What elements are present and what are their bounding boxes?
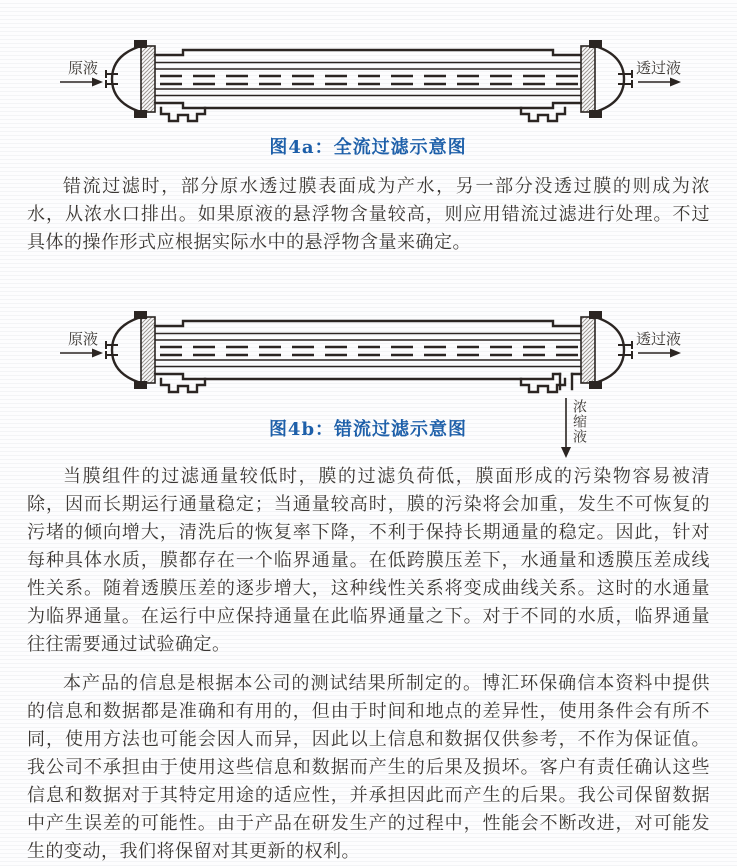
concentrate-label: 浓缩液 — [571, 399, 587, 444]
feed-label: 原液 — [68, 330, 99, 348]
port-stubs — [106, 70, 632, 88]
support-foot-right — [521, 379, 565, 392]
tube-sheet-left — [141, 46, 155, 112]
paragraph-disclaimer: 本产品的信息是根据本公司的测试结果所制定的。博汇环保确信本资料中提供的信息和数据都是准确和有用的，但由于时间和地点的差异性，使用条件会有所不同，使用方法也可能会因人而异，因此以上信息和数据仅供参考，不作为保证值。我公司不承担由于使用这些信息和数据而产生的后果及损坏。客户有责任确认这些信息和数据对于其特定用途的适应性，并承担因此而产生的后果。我公司保留数据中产生误差的可能性。由于产品在研发生产的过程中，性能会不断改进，对可能发生的变动，我们将保留对其更新的权利。 — [27, 673, 710, 862]
fiber-lines — [155, 63, 581, 96]
support-foot-left — [161, 379, 205, 392]
feed-label: 原液 — [68, 59, 99, 77]
figure-4a — [48, 30, 688, 159]
permeate-flow-arrow — [638, 78, 681, 87]
tube-sheet-right — [581, 46, 595, 112]
permeate-label: 透过液 — [636, 59, 682, 77]
full-flow-module-diagram — [48, 30, 688, 125]
feed-flow-arrow — [60, 349, 103, 358]
tube-sheet-right — [581, 317, 595, 383]
permeate-label: 透过液 — [636, 330, 682, 348]
permeate-flow-arrow — [638, 349, 681, 358]
paragraph-critical-flux: 当膜组件的过滤通量较低时，膜的过滤负荷低，膜面形成的污染物容易被清除，因而长期运行通量稳定；当通量较高时，膜的污染将会加重，发生不可恢复的污堵的倾向增大，清洗后的恢复率下降，不利于保持长期通量的稳定。因此，针对每种具体水质，膜都存在一个临界通量。在低跨膜压差下，水通量和透膜压差成线性关系。随着透膜压差的逐步增大，这种线性关系将变成曲线关系。这时的水通量为临界通量。在运行中应保持通量在此临界通量之下。对于不同的水质，临界通量往往需要通过试验确定。 — [27, 466, 710, 655]
flange-lugs — [134, 311, 602, 389]
figure-4b-caption: 图4b：错流过滤示意图 — [268, 419, 468, 440]
tube-sheet-left — [141, 317, 155, 383]
feed-flow-arrow — [60, 78, 103, 87]
fiber-lines — [155, 334, 581, 367]
figure-4a-caption: 图4a：全流过滤示意图 — [269, 137, 467, 158]
figure-4b — [48, 301, 688, 461]
fiber-dashed-lines — [160, 76, 581, 84]
paragraph-crossflow-intro: 错流过滤时，部分原水透过膜表面成为产水，另一部分没透过膜的则成为浓水，从浓水口排出。如果原液的悬浮物含量较高，则应用错流过滤进行处理。不过具体的操作形式应根据实际水中的悬浮物含量来确定。 — [27, 176, 710, 253]
support-foot-right — [521, 108, 565, 121]
flange-lugs — [134, 40, 602, 118]
fiber-dashed-lines — [160, 347, 581, 355]
support-foot-left — [161, 108, 205, 121]
